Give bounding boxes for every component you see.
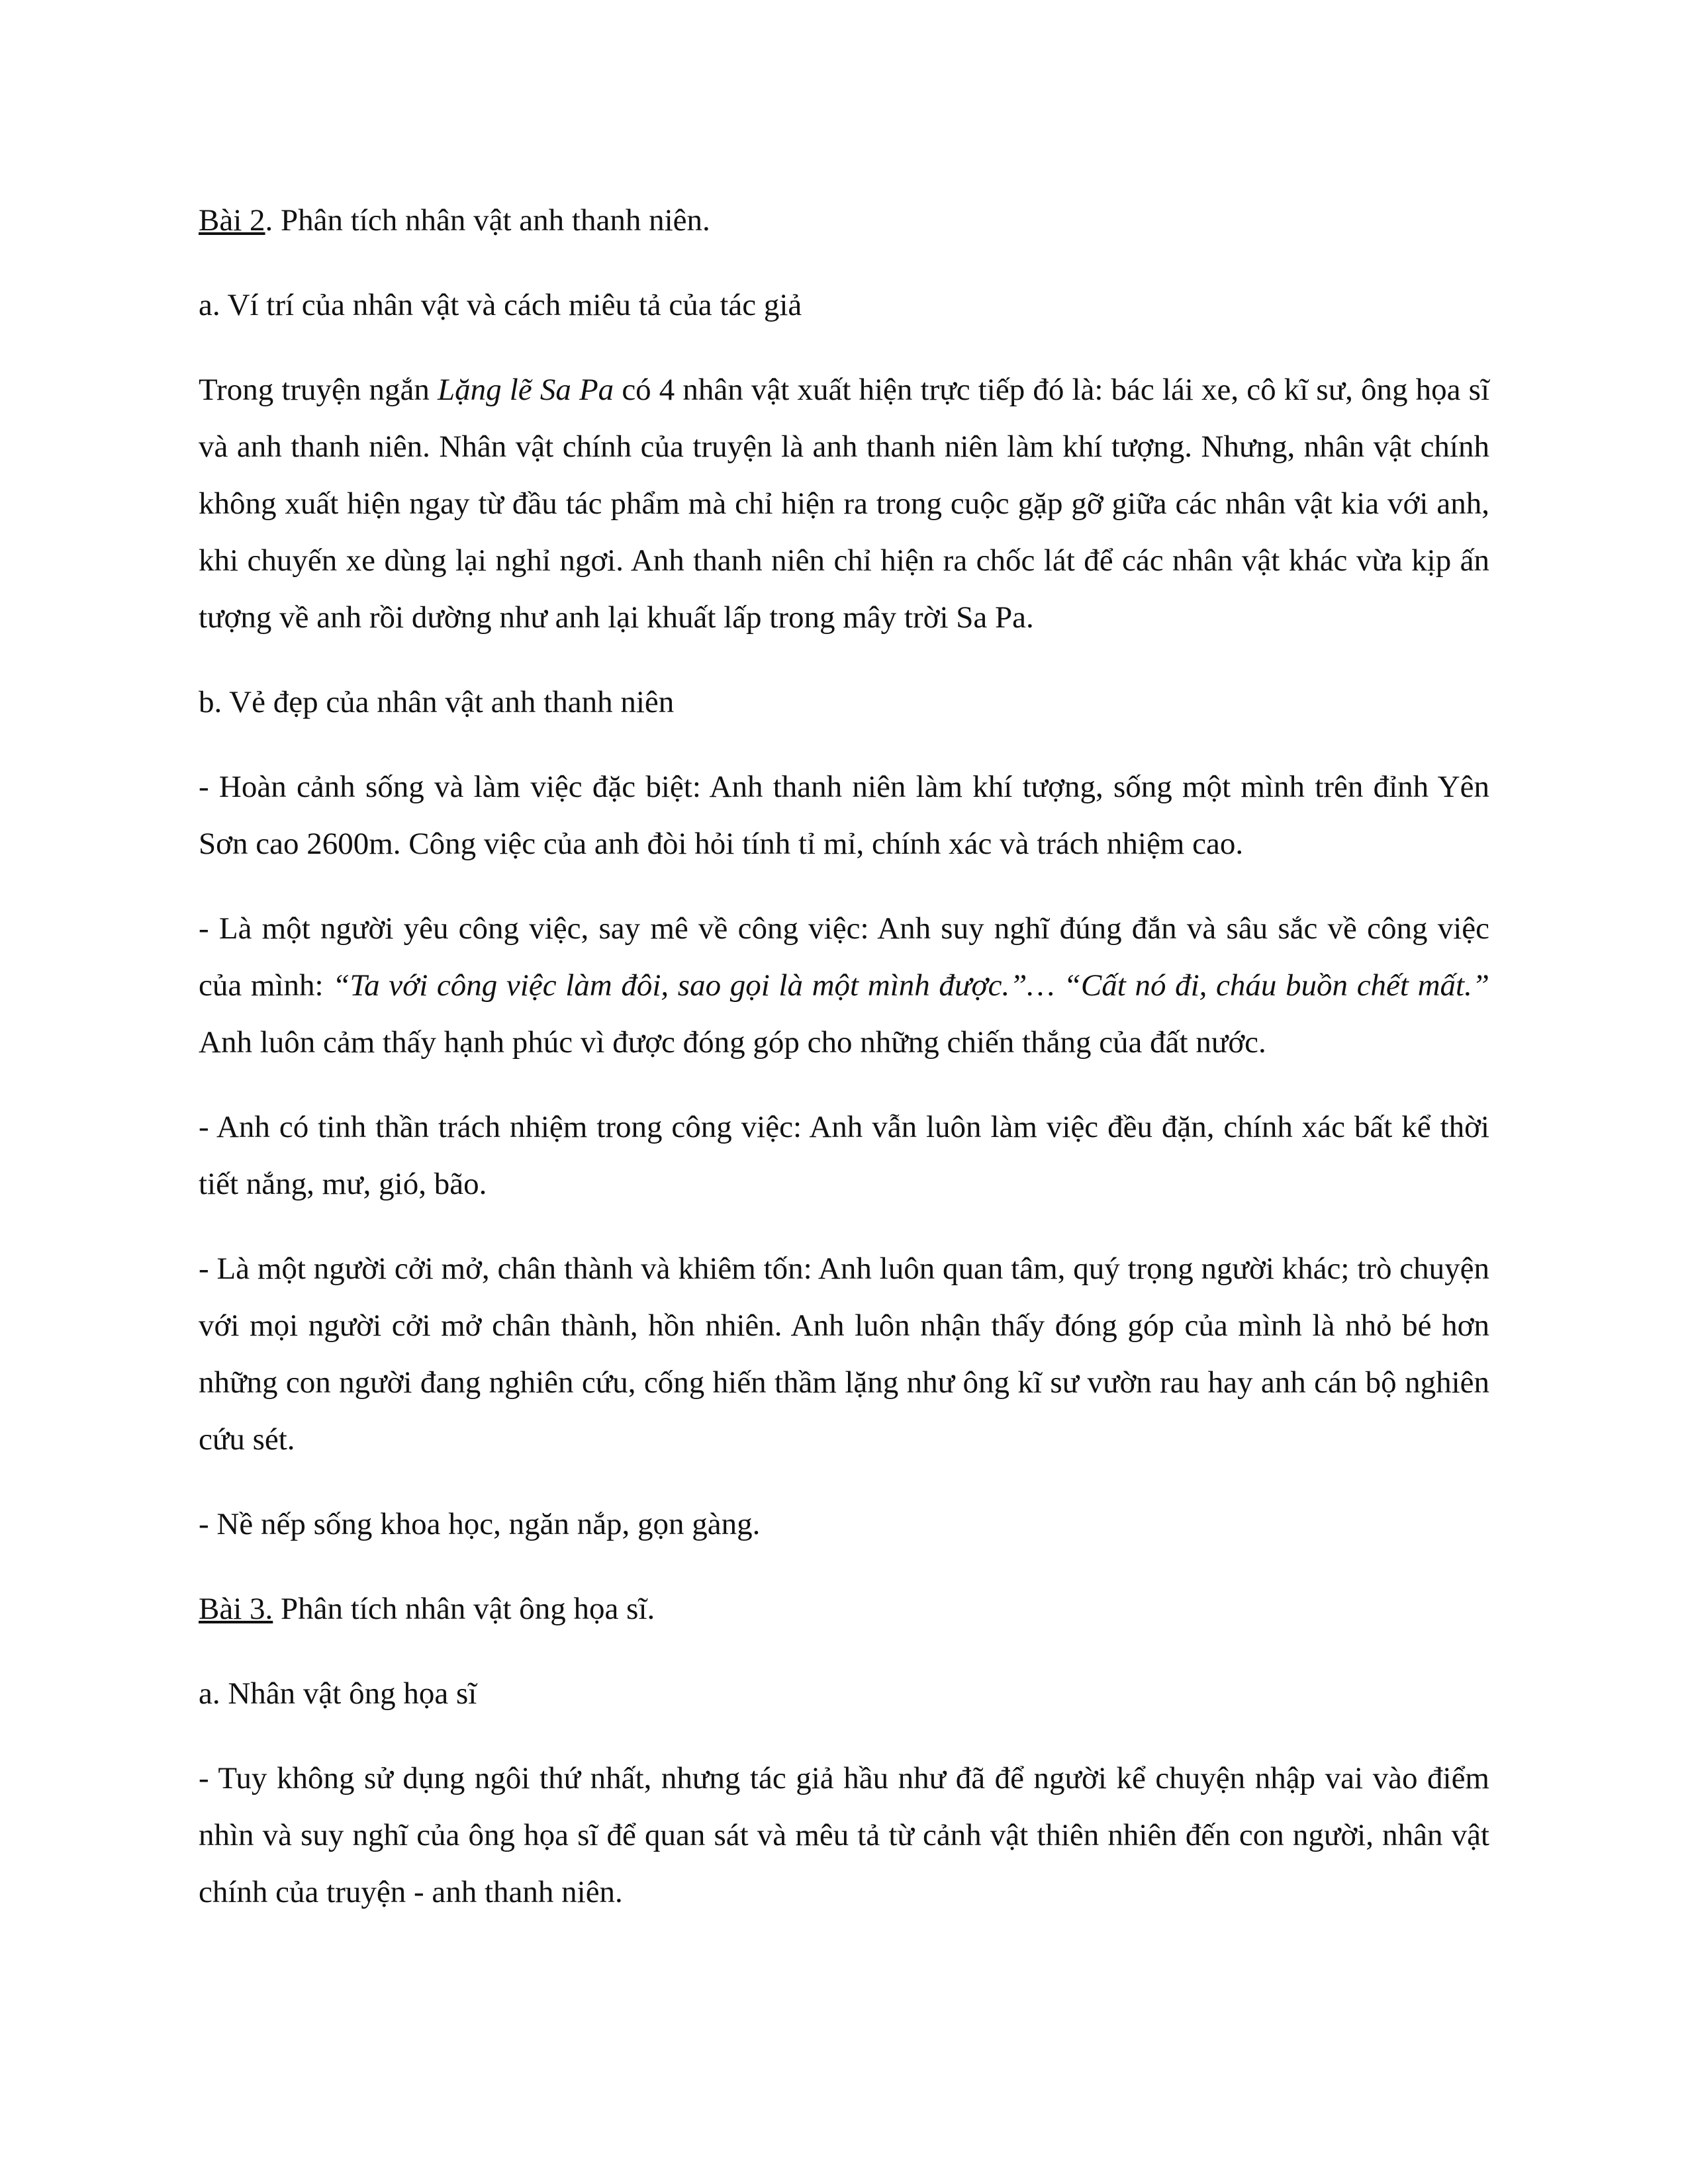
bai2-point-1: - Hoàn cảnh sống và làm việc đặc biệt: Anh thanh niên làm khí tượng, sống một mình trên đỉnh Yên Sơn cao 2600m. Công việc của anh đòi hỏi tính tỉ mỉ, chính xác và trách nhiệm cao. bbox=[199, 770, 1489, 861]
bai2-point-3: - Anh có tinh thần trách nhiệm trong công việc: Anh vẫn luôn làm việc đều đặn, chính xác bất kể thời tiết nắng, mư, gió, bão. bbox=[199, 1110, 1489, 1201]
bai2-section-a-heading: a. Ví trí của nhân vật và cách miêu tả của tác giả bbox=[199, 288, 802, 322]
document-page bbox=[199, 192, 1489, 1948]
bai3-title: Phân tích nhân vật ông họa sĩ. bbox=[273, 1592, 655, 1626]
bai2-label: Bài 2 bbox=[199, 203, 265, 238]
bai3-label: Bài 3. bbox=[199, 1592, 273, 1626]
bai2-title: . Phân tích nhân vật anh thanh niên. bbox=[265, 203, 710, 238]
para-a-text-2: có 4 nhân vật xuất hiện trực tiếp đó là: bác lái xe, cô kĩ sư, ông họa sĩ và anh thanh niên. Nhân vật chính của truyện là anh thanh niên làm khí tượng. Nhưng, nhân vật chính không xuất hiện ngay từ đầu tác phẩm mà chỉ hiện ra trong cuộc gặp gỡ giữa các nhân vật kia với anh, khi chuyến xe dùng lại nghỉ ngơi. Anh thanh niên chỉ hiện ra chốc lát để các nhân vật khác vừa kịp ấn tượng về anh rồi dường như anh lại khuất lấp trong mây trời Sa Pa. bbox=[199, 373, 1490, 635]
bai2-para-a bbox=[199, 361, 1489, 646]
para-a-text-1: Trong truyện ngắn bbox=[199, 373, 438, 407]
bai2-point-5: - Nề nếp sống khoa học, ngăn nắp, gọn gàng. bbox=[199, 1507, 761, 1541]
bai2-point-2 bbox=[199, 900, 1489, 1071]
bai3-point-1: - Tuy không sử dụng ngôi thứ nhất, nhưng tác giả hầu như đã để người kể chuyện nhập vai vào điểm nhìn và suy nghĩ của ông họa sĩ để quan sát và mêu tả từ cảnh vật thiên nhiên đến con người, nhân vật chính của truyện - anh thanh niên. bbox=[199, 1761, 1489, 1909]
bai2-section-b-heading: b. Vẻ đẹp của nhân vật anh thanh niên bbox=[199, 685, 675, 719]
bai2-heading bbox=[199, 192, 1489, 249]
bai3-section-a-heading: a. Nhân vật ông họa sĩ bbox=[199, 1676, 477, 1711]
bai3-heading bbox=[199, 1580, 1489, 1637]
bai2-point-4: - Là một người cởi mở, chân thành và khiêm tốn: Anh luôn quan tâm, quý trọng người khác; trò chuyện với mọi người cởi mở chân thành, hồn nhiên. Anh luôn nhận thấy đóng góp của mình là nhỏ bé hơn những con người đang nghiên cứu, cống hiến thầm lặng như ông kĩ sư vườn rau hay anh cán bộ nghiên cứu sét. bbox=[199, 1251, 1489, 1457]
work-title: Lặng lẽ Sa Pa bbox=[438, 373, 614, 407]
point-2-text-1: - Là một người yêu công việc, say mê về công việc: Anh suy nghĩ đúng đắn và sâu sắc về công việc của mình: bbox=[199, 911, 1489, 1003]
point-2-quote: “Ta với công việc làm đôi, sao gọi là một mình được.”… “Cất nó đi, cháu buồn chết mất.” bbox=[332, 968, 1490, 1003]
point-2-text-2: Anh luôn cảm thấy hạnh phúc vì được đóng góp cho những chiến thắng của đất nước. bbox=[199, 1025, 1266, 1060]
